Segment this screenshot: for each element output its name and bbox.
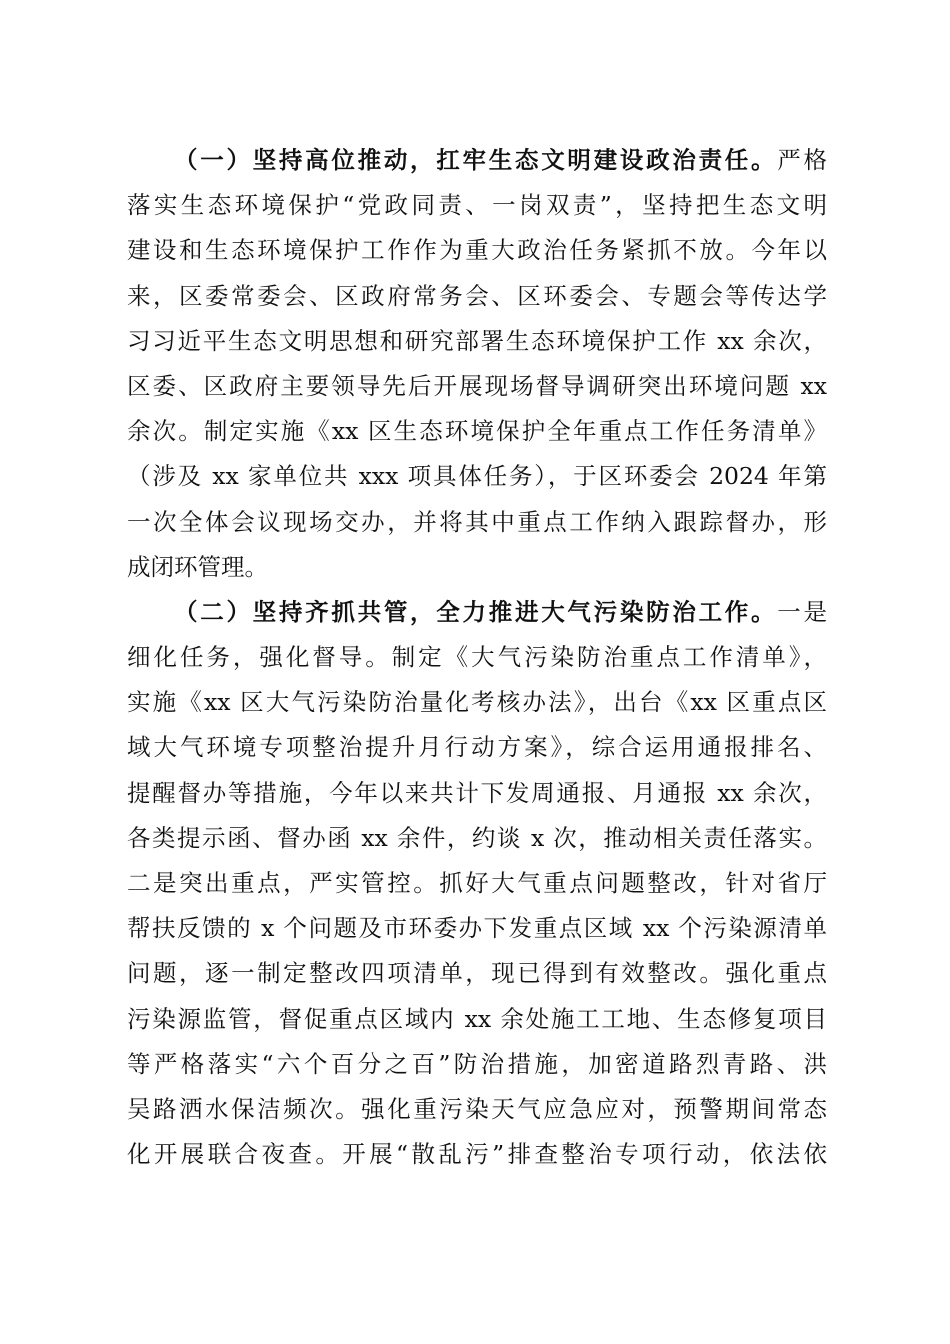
text-run: 一是 (777, 597, 828, 626)
paragraph-heading: （二）坚持齐抓共管，全力推进大气污染防治工作。 (174, 597, 778, 626)
text-line (127, 138, 827, 183)
text-line: 建设和生态环境保护工作作为重大政治任务紧抓不放。今年以 (127, 236, 827, 265)
text-line: 实施《xx 区大气污染防治量化考核办法》，出台《xx 区重点区 (127, 688, 827, 717)
text-line: 余次。制定实施《xx 区生态环境保护全年重点工作任务清单》 (127, 417, 827, 446)
text-line: 落实生态环境保护“党政同责、一岗双责”，坚持把生态文明 (127, 191, 827, 220)
text-line: 一次全体会议现场交办，并将其中重点工作纳入跟踪督办，形 (127, 507, 827, 536)
text-line: 成闭环管理。 (127, 552, 268, 581)
text-line: 帮扶反馈的 x 个问题及市环委办下发重点区域 xx 个污染源清单 (127, 914, 827, 943)
text-line: （涉及 xx 家单位共 xxx 项具体任务），于区环委会 2024 年第 (127, 462, 827, 491)
document-body (127, 138, 827, 1177)
paragraph-heading: （一）坚持高位推动，扛牢生态文明建设政治责任。 (174, 146, 778, 174)
text-line: 二是突出重点，严实管控。抓好大气重点问题整改，针对省厅 (127, 869, 827, 897)
text-line: 化开展联合夜查。开展“散乱污”排查整治专项行动，依法依 (127, 1140, 827, 1169)
text-line: 提醒督办等措施，今年以来共计下发周通报、月通报 xx 余次， (127, 778, 827, 807)
text-run: 严格 (777, 146, 828, 174)
text-line: 吴路洒水保洁频次。强化重污染天气应急应对，预警期间常态 (127, 1094, 827, 1123)
text-line: 习习近平生态文明思想和研究部署生态环境保护工作 xx 余次， (127, 326, 827, 355)
text-line: 区委、区政府主要领导先后开展现场督导调研突出环境问题 xx (127, 371, 827, 400)
paragraph-2 (127, 590, 827, 1177)
text-line: 各类提示函、督办函 xx 余件，约谈 x 次，推动相关责任落实。 (127, 823, 827, 852)
text-line: 污染源监管，督促重点区域内 xx 余处施工工地、生态修复项目 (127, 1004, 827, 1033)
text-line: 来，区委常委会、区政府常务会、区环委会、专题会等传达学 (127, 281, 827, 310)
paragraph-1 (127, 138, 827, 590)
text-line: 域大气环境专项整治提升月行动方案》，综合运用通报排名、 (127, 733, 827, 762)
text-line (127, 590, 827, 635)
text-line: 问题，逐一制定整改四项清单，现已得到有效整改。强化重点 (127, 959, 827, 988)
text-line: 等严格落实“六个百分之百”防治措施，加密道路烈青路、洪 (127, 1049, 827, 1078)
text-line: 细化任务，强化督导。制定《大气污染防治重点工作清单》， (127, 643, 827, 672)
